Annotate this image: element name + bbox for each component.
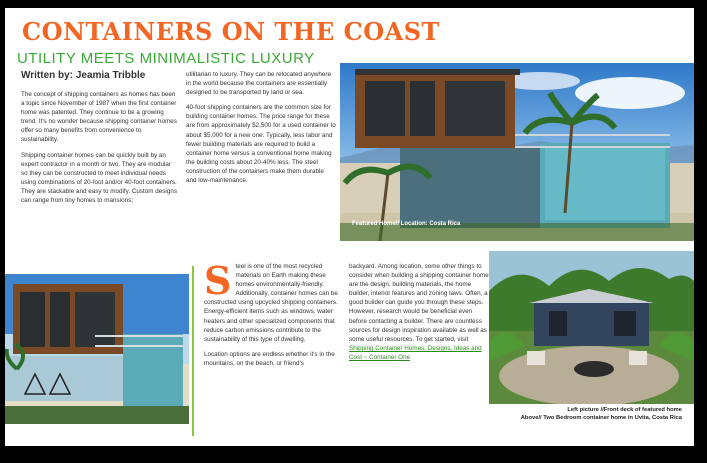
two-bedroom-home-photo (489, 251, 694, 404)
text-column-4 (349, 262, 489, 368)
drop-cap: S (204, 258, 232, 303)
featured-home-photo (340, 63, 694, 241)
featured-photo-caption: Featured Home// Location: Costa Rica (352, 221, 461, 227)
paragraph: Location options are endless whether it's in the mountains, on the beach, or friend's (204, 350, 335, 367)
magazine-page (5, 8, 694, 446)
text-column-3 (204, 258, 344, 374)
text-column-1 (21, 90, 179, 211)
resource-link[interactable]: Shipping Container Homes: Designs, Ideas and Cost ~ Container One (349, 344, 482, 361)
paragraph: 40-foot shipping containers are the common size for building container homes. The price range for these are from approximately $2,500 for a used container to about $5,000 for a new one. Typically, less labor and fewer building materials are required to build a container home versus a conventional home making the building costs about 20-40% less. The steel construction of the containers make them durable and low-maintenance. (186, 104, 336, 185)
article-byline: Written by: Jeamia Tribble (21, 70, 146, 81)
paragraph: Shipping container homes can be quickly built by an expert contractor in a month or two. They are modular so they can be constructed to meet individual needs using combinations of 20-foot and/or 40-foot containers. They are stackable and easy to modify. Custom designs can range from tiny homes to mansions; (21, 151, 177, 205)
article-subtitle: UTILITY MEETS MINIMALISTIC LUXURY (17, 50, 315, 67)
above-picture-caption: Above// Two Bedroom container home in Uvita, Costa Rica (520, 415, 682, 421)
photo-captions (521, 406, 682, 422)
paragraph (349, 262, 489, 362)
paragraph: The concept of shipping containers as homes has been a topic since November of 1987 when the first container home was patented. They continue to be a growing trend. It's no wonder because shipping container homes offer so many benefits from convenience to sustainability. (21, 91, 177, 144)
paragraph: utilitarian to luxury. They can be relocated anywhere in the world because the containers are essentially designed to be transported by land or sea. (186, 71, 332, 97)
left-picture-caption: Left picture //Front deck of featured home (567, 407, 682, 413)
accent-divider (192, 266, 194, 436)
front-deck-photo (5, 274, 189, 424)
paragraph-text: backyard. Among location, some other things to consider when building a shipping container home are the design, building materials, the home builder, interior features and zoning laws. Often, a good builder can guide you through these steps. However, research would be beneficial even before contacting a builder. There are countless sources for design inspiration available as well as some useful resources. To get started, visit (349, 263, 489, 343)
paragraph (204, 258, 344, 344)
text-column-2 (186, 70, 336, 191)
paragraph-text: teel is one of the most recycled materials on Earth making these homes environmentally-friendly. Additionally, container homes can be constructed using upcycled shipping containers. Energy-efficient items such as windows, water heaters and other specialized components that reduce carbon emissions contribute to the sustainability of this type of dwelling. (204, 263, 338, 343)
article-title: CONTAINERS ON THE COAST (22, 17, 440, 46)
